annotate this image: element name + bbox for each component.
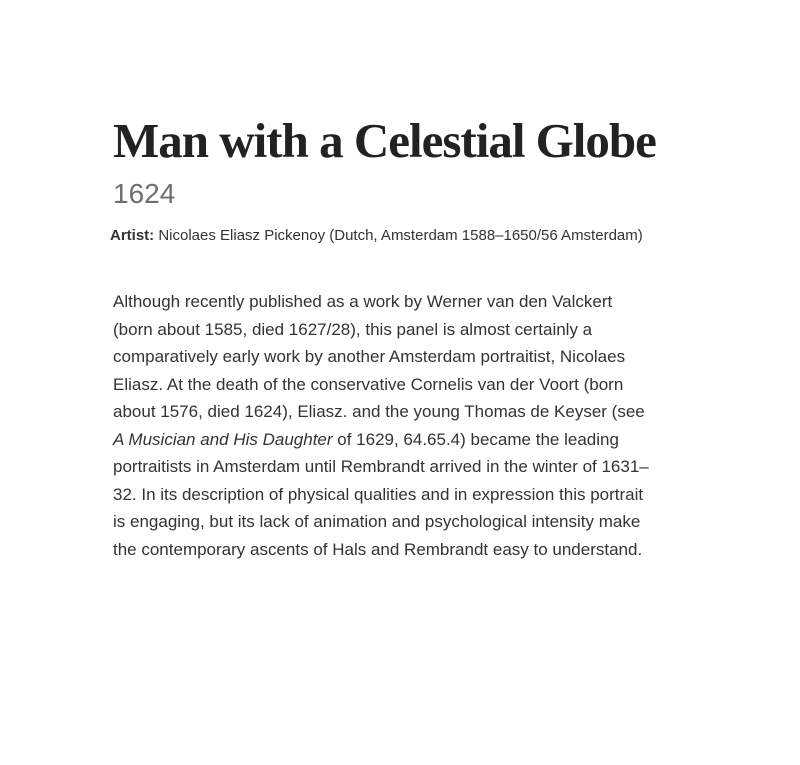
description-text-part2: of 1629, 64.65.4) became the leading portraitists in Amsterdam until Rembrandt arrived in the winter of 1631–32. In its description of physical qualities and in expression this portrait is engaging, but its lack of animation and psychological intensity make the contemporary ascents of Hals and Rembrandt easy to understand. [113,429,649,559]
artist-line [110,226,713,246]
artwork-description [113,288,653,563]
artist-value: Nicolaes Eliasz Pickenoy (Dutch, Amsterdam 1588–1650/56 Amsterdam) [158,227,643,244]
artwork-title: Man with a Celestial Globe [113,113,656,168]
description-italic-title: A Musician and His Daughter [113,429,333,449]
artwork-date: 1624 [113,178,176,209]
artwork-details [110,112,713,563]
artist-label: Artist: [110,227,155,244]
description-text-part1: Although recently published as a work by Werner van den Valckert (born about 1585, died 1627/28), this panel is almost certainly a comparatively early work by another Amsterdam portraitist, Nicolaes Eliasz. At the death of the conservative Cornelis van der Voort (born about 1576, died 1624), Eliasz. and the young Thomas de Keyser (see [113,292,645,421]
